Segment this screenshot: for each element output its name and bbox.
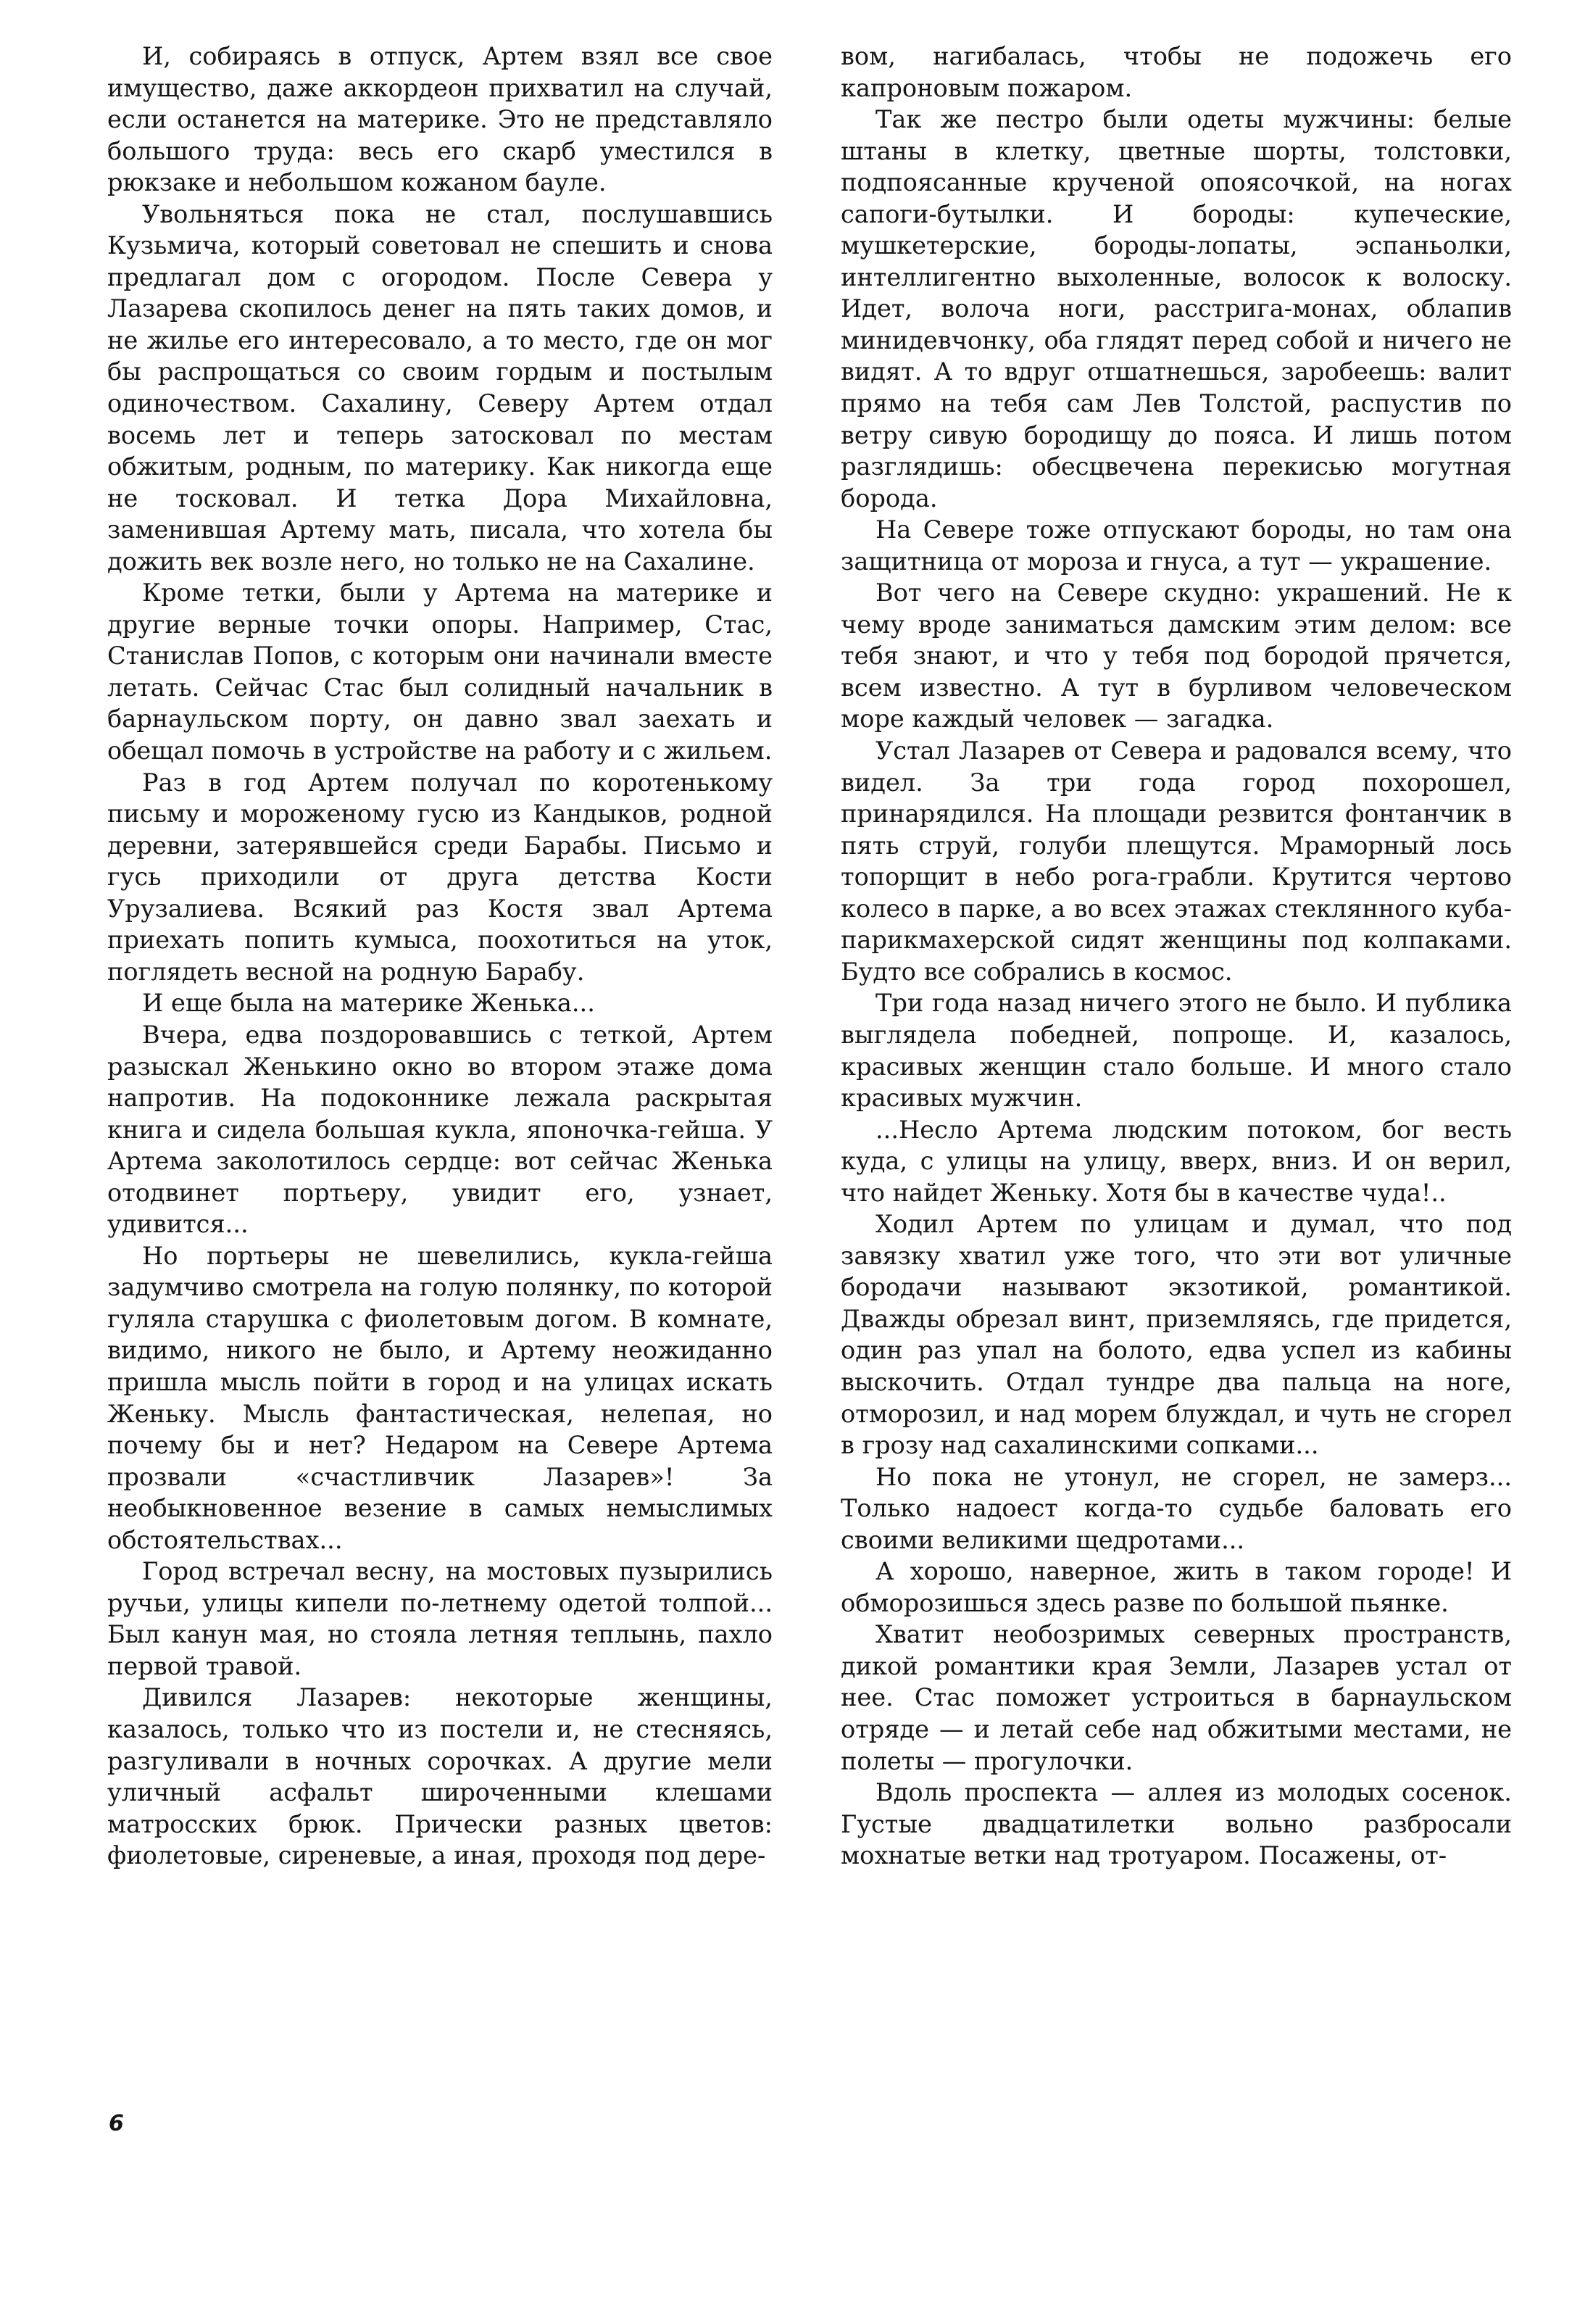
paragraph: Три года назад ничего этого не было. И публика выглядела победней, попроще. И, казалось, красивых женщин стало больше. И много стало красивых мужчин. bbox=[841, 989, 1512, 1113]
right-column bbox=[841, 41, 1512, 1872]
paragraph: Увольняться пока не стал, послушавшись Кузьмича, который советовал не спешить и снова предлагал дом с огородом. После Севера у Лазарева скопилось денег на пять таких домов, и не жилье его интересовало, а то место, где он мог бы распрощаться со своим гордым и постылым одиночеством. Сахалину, Северу Артем отдал восемь лет и теперь затосковал по местам обжитым, родным, по материку. Как никогда еще не тосковал. И тетка Дора Михайловна, заменившая Артему мать, писала, что хотела бы дожить век возле него, но только не на Сахалине. bbox=[107, 199, 773, 576]
left-column bbox=[107, 41, 773, 1872]
paragraph: И, собираясь в отпуск, Артем взял все свое имущество, даже аккордеон прихватил на случай, если останется на материке. Это не представляло большого труда: весь его скарб уместился в рюкзаке и небольшом кожаном бауле. bbox=[107, 42, 773, 197]
paragraph: Вчера, едва поздоровавшись с теткой, Артем разыскал Женькино окно во втором этаже дома напротив. На подоконнике лежала раскрытая книга и сидела большая кукла, японочка-гейша. У Артема заколотилось сердце: вот сейчас Женька отодвинет портьеру, увидит его, узнает, удивится... bbox=[107, 1020, 773, 1239]
paragraph: Так же пестро были одеты мужчины: белые штаны в клетку, цветные шорты, толстовки, подпоясанные крученой опоясочкой, на ногах сапоги-бутылки. И бороды: купеческие, мушкетерские, бороды-лопаты, эспаньолки, интеллигентно выхоленные, волосок к волоску. Идет, волоча ноги, расстрига-монах, облапив минидевчонку, оба глядят перед собой и ничего не видят. А то вдруг отшатнешься, заробеешь: валит прямо на тебя сам Лев Толстой, распустив по ветру сивую бородищу до пояса. И лишь потом разглядишь: обесцвечена перекисью могутная борода. bbox=[841, 105, 1512, 512]
paragraph: ...Несло Артема людским потоком, бог весть куда, с улицы на улицу, вверх, вниз. И он верил, что найдет Женьку. Хотя бы в качестве чуда!.. bbox=[841, 1115, 1512, 1207]
paragraph: Устал Лазарев от Севера и радовался всему, что видел. За три года город похорошел, принарядился. На площади резвится фонтанчик в пять струй, голуби плещутся. Мраморный лось топорщит в небо рога-грабли. Крутится чертово колесо в парке, а во всех этажах стеклянного куба-парикмахерской сидят женщины под колпаками. Будто все собрались в космос. bbox=[841, 736, 1512, 986]
page-number: 6 bbox=[109, 2111, 124, 2136]
paragraph: Но пока не утонул, не сгорел, не замерз... Только надоест когда-то судьбе баловать его своими великими щедротами... bbox=[841, 1462, 1512, 1554]
paragraph: Вот чего на Севере скудно: украшений. Не к чему вроде заниматься дамским этим делом: все тебя знают, и что у тебя под бородой прячется, всем известно. А тут в бурливом человеческом море каждый человек — загадка. bbox=[841, 578, 1512, 734]
paragraph: Кроме тетки, были у Артема на материке и другие верные точки опоры. Например, Стас, Станислав Попов, с которым они начинали вместе летать. Сейчас Стас был солидный начальник в барнаульском порту, он давно звал заехать и обещал помочь в устройстве на работу и с жильем. bbox=[107, 578, 773, 765]
paragraph-continuation: вом, нагибалась, чтобы не подожечь его капроновым пожаром. bbox=[841, 42, 1512, 102]
paragraph: И еще была на материке Женька... bbox=[142, 989, 595, 1018]
paragraph: Город встречал весну, на мостовых пузырились ручьи, улицы кипели по-летнему одетой толпой... Был канун мая, но стояла летняя теплынь, пахло первой травой. bbox=[107, 1557, 773, 1680]
paragraph: Дивился Лазарев: некоторые женщины, казалось, только что из постели и, не стесняясь, разгуливали в ночных сорочках. А другие мели уличный асфальт широченными клешами матросских брюк. Прически разных цветов: фиолетовые, сиреневые, а иная, проходя под дере- bbox=[107, 1683, 773, 1870]
paragraph: А хорошо, наверное, жить в таком городе! И обморозишься здесь разве по большой пьянке. bbox=[841, 1557, 1512, 1617]
paragraph: Но портьеры не шевелились, кукла-гейша задумчиво смотрела на голую полянку, по которой гуляла старушка с фиолетовым догом. В комнате, видимо, никого не было, и Артему неожиданно пришла мысль пойти в город и на улицах искать Женьку. Мысль фантастическая, нелепая, но почему бы и нет? Недаром на Севере Артема прозвали «счастливчик Лазарев»! За необыкновенное везение в самых немыслимых обстоятельствах... bbox=[107, 1241, 773, 1554]
paragraph: Хватит необозримых северных пространств, дикой романтики края Земли, Лазарев устал от нее. Стас поможет устроиться в барнаульском отряде — и летай себе над обжитыми местами, не полеты — прогулочки. bbox=[841, 1620, 1512, 1775]
paragraph: Вдоль проспекта — аллея из молодых сосенок. Густые двадцатилетки вольно разбросали мохнатые ветки над тротуаром. Посажены, от- bbox=[841, 1778, 1512, 1870]
paragraph: Ходил Артем по улицам и думал, что под завязку хватил уже того, что эти вот уличные бородачи называют экзотикой, романтикой. Дважды обрезал винт, приземляясь, где придется, один раз упал на болото, едва успел из кабины выскочить. Отдал тундре два пальца на ноге, отморозил, и над морем блуждал, и чуть не сгорел в грозу над сахалинскими сопками... bbox=[841, 1210, 1512, 1460]
paragraph: На Севере тоже отпускают бороды, но там она защитница от мороза и гнуса, а тут — украшение. bbox=[841, 515, 1512, 576]
paragraph: Раз в год Артем получал по коротенькому письму и мороженому гусю из Кандыков, родной деревни, затерявшейся среди Барабы. Письмо и гусь приходили от друга детства Кости Урузалиева. Всякий раз Костя звал Артема приехать попить кумыса, поохотиться на уток, поглядеть весной на родную Барабу. bbox=[107, 768, 773, 986]
